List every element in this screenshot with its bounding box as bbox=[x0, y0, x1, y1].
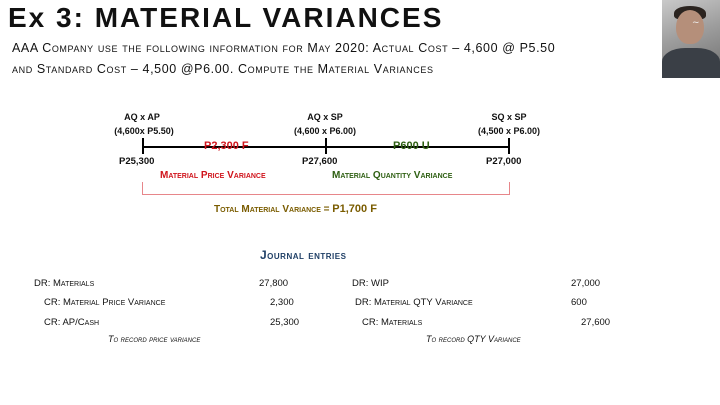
col3-calc: (4,500 x P6.00) bbox=[477, 126, 541, 136]
je-right-row-3-account: CR: Materials bbox=[362, 317, 423, 328]
col2-amount: P27,600 bbox=[302, 156, 338, 167]
col1-amount: P25,300 bbox=[119, 156, 155, 167]
quantity-variance-value: P600 U bbox=[393, 140, 430, 152]
col1-header: AQ x AP bbox=[124, 112, 160, 122]
total-variance bbox=[214, 199, 377, 217]
je-right-row-1-account: DR: WIP bbox=[352, 278, 389, 289]
price-variance-label: Material Price Variance bbox=[160, 170, 266, 181]
je-right-row-3-amount: 27,600 bbox=[581, 317, 611, 328]
col2-header: AQ x SP bbox=[307, 112, 343, 122]
je-left-note: To record price variance bbox=[108, 334, 201, 344]
total-bracket-right bbox=[509, 182, 510, 195]
journal-heading: Journal entries bbox=[260, 248, 347, 262]
je-left-row-3-account: CR: AP/Cash bbox=[44, 317, 100, 328]
total-variance-label: Total Material Variance = bbox=[214, 204, 333, 215]
col1-calc: (4,600x P5.50) bbox=[114, 126, 174, 136]
je-left-row-2-account: CR: Material Price Variance bbox=[44, 297, 166, 308]
bracket-tick-right bbox=[508, 138, 510, 154]
quantity-variance-label: Material Quantity Variance bbox=[332, 170, 453, 181]
je-left-row-1-account: DR: Materials bbox=[34, 278, 95, 289]
je-left-row-3-amount: 25,300 bbox=[270, 317, 300, 328]
je-right-note: To record QTY Variance bbox=[426, 334, 521, 344]
slide-title: Ex 3: MATERIAL VARIANCES bbox=[8, 2, 444, 33]
je-left-row-2-amount: 2,300 bbox=[270, 297, 294, 308]
je-right-row-2-account: DR: Material QTY Variance bbox=[355, 297, 473, 308]
price-variance-value: P2,300 F bbox=[204, 140, 249, 152]
col3-amount: P27,000 bbox=[486, 156, 522, 167]
problem-statement-line-1: AAA Company use the following information for May 2020: Actual Cost – 4,600 @ P5.50 bbox=[12, 41, 556, 55]
total-bracket-left bbox=[142, 182, 143, 195]
je-left-row-1-amount: 27,800 bbox=[259, 278, 289, 289]
je-right-row-2-amount: 600 bbox=[571, 297, 587, 308]
total-bracket-line bbox=[142, 194, 510, 195]
col3-header: SQ x SP bbox=[491, 112, 527, 122]
presenter-video-thumbnail: ~ bbox=[662, 0, 720, 78]
problem-statement-line-2: and Standard Cost – 4,500 @P6.00. Compute the Material Variances bbox=[12, 62, 434, 76]
bracket-tick-middle bbox=[325, 138, 327, 154]
je-right-row-1-amount: 27,000 bbox=[571, 278, 601, 289]
total-variance-value: P1,700 F bbox=[332, 203, 377, 215]
bracket-tick-left bbox=[142, 138, 144, 154]
col2-calc: (4,600 x P6.00) bbox=[293, 126, 357, 136]
